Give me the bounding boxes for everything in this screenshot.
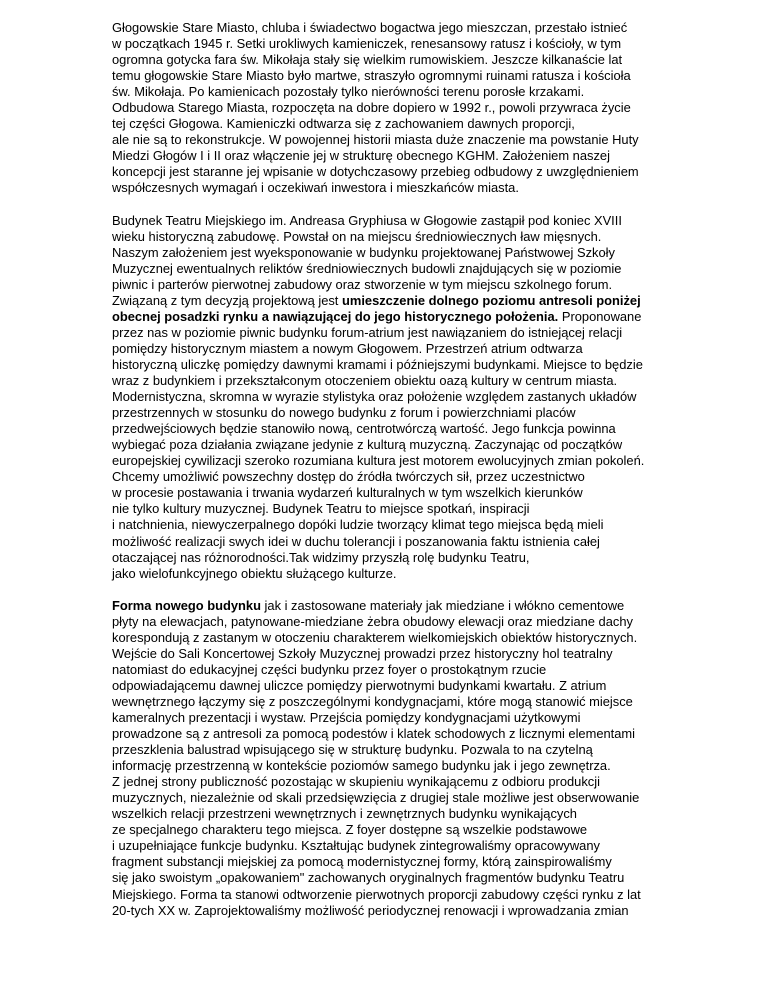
text-run: możliwość realizacji swych idei w duchu tolerancji i poszanowania faktu istnienia całej [112,533,600,549]
text-line [112,373,712,389]
text-line [112,485,712,501]
text-run: Proponowane [558,308,642,324]
text-run: piwnic i parterów pierwotnej zabudowy oraz stworzenie w tym miejscu szkolnego forum. [112,276,613,292]
text-line [112,68,712,84]
text-line [112,213,712,229]
text-line [112,132,712,148]
text-line [112,726,712,742]
text-line [112,838,712,854]
text-line [112,437,712,453]
text-run: ogromna gotycka fara św. Mikołaja stały się wielkim rumowiskiem. Jeszcze kilkanaście lat [112,52,623,68]
text-run: wraz z budynkiem i przekształconym otoczeniem obiektu oazą kultury w centrum miasta. [112,373,618,389]
text-line [112,887,712,903]
bold-text-run: umieszczenie dolnego poziomu antresoli poniżej [341,292,641,308]
text-line [112,774,712,790]
text-line [112,790,712,806]
text-line [112,36,712,52]
bold-text-run: obecnej posadzki rynku a nawiązującej do jego historycznego położenia. [112,308,559,324]
text-line [112,357,712,373]
text-run: wieku historyczną zabudowę. Powstał on na miejscu średniowiecznych ław mięsnych. [112,228,602,244]
text-run: i natchnienia, niewyczerpalnego dopóki ludzie tworzący klimat tego miejsca będą mieli [112,517,604,533]
text-line [112,453,712,469]
text-run: przedwejściowych będzie stanowiło nową, centrotwórczą wartość. Jego funkcja powinna [112,421,616,437]
paragraph [112,20,712,197]
text-line [112,758,712,774]
text-run: natomiast do edukacyjnej części budynku przez foyer o prostokątnym rzucie [112,661,547,677]
text-line [112,180,712,196]
text-line [112,630,712,646]
text-run: się jako swoistym „opakowaniem" zachowanych oryginalnych fragmentów budynku Teatru [112,870,625,886]
text-line [112,164,712,180]
text-run: przez nas w poziomie piwnic budynku forum-atrium jest nawiązaniem do istniejącej relacji [112,324,623,340]
text-line [112,405,712,421]
text-line [112,678,712,694]
text-line [112,20,712,36]
text-run: Odbudowa Starego Miasta, rozpoczęta na dobre dopiero w 1992 r., powoli przywraca życie [112,100,631,116]
text-line [112,614,712,630]
text-run: 20-tych XX w. Zaprojektowaliśmy możliwość periodycznej renowacji i wprowadzania zmian [112,902,629,918]
text-run: Wejście do Sali Koncertowej Szkoły Muzycznej prowadzi przez historyczny hol teatralny [112,645,613,661]
text-run: otaczającej nas różnorodności.Tak widzimy przyszłą rolę budynku Teatru, [112,549,530,565]
text-line [112,52,712,68]
text-line [112,806,712,822]
text-run: pomiędzy historycznym miastem a nowym Głogowem. Przestrzeń atrium odtwarza [112,340,583,356]
text-line [112,710,712,726]
text-run: prowadzone są z antresoli za pomocą podestów i klatek schodowych z licznymi elementami [112,726,636,742]
text-run: europejskiej cywilizacji szeroko rozumiana kultura jest motorem ewolucyjnych zmian pokoleń. [112,453,645,469]
text-line [112,566,712,582]
text-run: przestrzennych w stosunku do nowego budynku z forum i powierzchniami placów [112,405,576,421]
text-run: wewnętrznego łączymy się z poszczególnymi kondygnacjami, które mogą stanowić miejsce [112,693,633,709]
text-line [112,277,712,293]
text-line [112,534,712,550]
text-line [112,870,712,886]
paragraph [112,213,712,582]
text-run: Z jednej strony publiczność pozostając w skupieniu wynikającemu z odbioru produkcji [112,774,600,790]
text-run: w początkach 1945 r. Setki urokliwych kamieniczek, renesansowy ratusz i kościoły, w tym [112,36,622,52]
text-run: Związaną z tym decyzją projektową jest [112,292,342,308]
text-line [112,742,712,758]
text-line [112,469,712,485]
text-run: koncepcji jest staranne jej wpisanie w dotychczasowy przebieg odbudowy z uwzględnieniem [112,164,639,180]
text-line [112,662,712,678]
text-run: jak i zastosowane materiały jak miedziane i włókno cementowe [260,597,625,613]
text-line [112,501,712,517]
text-run: św. Mikołaja. Po kamienicach pozostały tylko nierówności terenu porosłe krzakami. [112,84,585,100]
text-run: ze specjalnego charakteru tego miejsca. Z foyer dostępne są wszelkie podstawowe [112,822,588,838]
text-run: Muzycznej ewentualnych reliktów średniowiecznych budowli znajdujących się w poziomie [112,260,622,276]
text-line [112,389,712,405]
text-run: przeszklenia balustrad wpisującego się w strukturę budynku. Pozwala to na czytelną [112,742,593,758]
text-line [112,309,712,325]
text-line [112,517,712,533]
text-run: historyczną uliczkę pomiędzy dawnymi kramami i późniejszymi budynkami. Miejsce to będzie [112,356,643,372]
text-run: ale nie są to rekonstrukcje. W powojennej historii miasta duże znaczenie ma powstanie Huty [112,132,639,148]
text-run: jako wielofunkcyjnego obiektu służącego kulturze. [112,565,397,581]
text-run: informację przestrzenną w kontekście poziomów samego budynku jak i jego zewnętrza. [112,758,611,774]
text-line [112,84,712,100]
text-line [112,261,712,277]
text-run: płyty na elewacjach, patynowane-miedziane żebra obudowy elewacji oraz miedziane dachy [112,613,633,629]
text-run: i uzupełniające funkcje budynku. Kształtując budynek zintegrowaliśmy opracowywany [112,838,600,854]
text-run: korespondują z zastanym w otoczeniu charakterem wielkomiejskich obiektów historycznych. [112,629,638,645]
document-page [112,20,712,935]
text-line [112,229,712,245]
text-run: kameralnych prezentacji i wystaw. Przejścia pomiędzy kondygnacjami użytkowymi [112,710,581,726]
text-run: Modernistyczna, skromna w wyrazie stylistyka oraz położenie względem zastanych układów [112,389,637,405]
text-run: wybiegać poza działania związane jedynie z kulturą muzyczną. Zaczynając od początków [112,437,623,453]
text-line [112,550,712,566]
text-line [112,148,712,164]
text-line [112,646,712,662]
text-run: tej części Głogowa. Kamieniczki odtwarza się z zachowaniem dawnych proporcji, [112,116,575,132]
text-run: Miedzi Głogów I i II oraz włączenie jej w strukturę obecnego KGHM. Założeniem naszej [112,148,610,164]
bold-text-run: Forma nowego budynku [112,597,261,613]
text-line [112,100,712,116]
text-run: temu głogowskie Stare Miasto było martwe, straszyło ogromnymi ruinami ratusza i kościoła [112,68,631,84]
text-run: współczesnych wymagań i oczekiwań inwestora i mieszkańców miasta. [112,180,519,196]
text-line [112,116,712,132]
text-line [112,694,712,710]
text-run: Głogowskie Stare Miasto, chluba i świadectwo bogactwa jego mieszczan, przestało istnieć [112,20,628,35]
text-run: odpowiadającemu dawnej uliczce pomiędzy pierwotnymi budynkami kwartału. Z atrium [112,677,607,693]
text-run: muzycznych, niezależnie od skali przedsięwzięcia z drugiej stale możliwe jest obserwowanie [112,790,640,806]
text-run: nie tylko kultury muzycznej. Budynek Teatru to miejsce spotkań, inspiracji [112,501,530,517]
text-line [112,598,712,614]
text-run: Miejskiego. Forma ta stanowi odtworzenie pierwotnych proporcji zabudowy części rynku z lat [112,886,641,902]
text-run: wszelkich relacji przestrzeni wewnętrznych i zewnętrznych budynku wynikających [112,806,577,822]
text-run: fragment substancji miejskiej za pomocą modernistycznej formy, którą zainspirowaliśmy [112,854,612,870]
text-line [112,421,712,437]
text-run: Budynek Teatru Miejskiego im. Andreasa Gryphiusa w Głogowie zastąpił pod koniec XVIII [112,212,622,228]
text-run: Chcemy umożliwić powszechny dostęp do źródła twórczych sił, przez uczestnictwo [112,469,585,485]
text-line [112,293,712,309]
text-run: w procesie postawania i trwania wydarzeń kulturalnych w tym wszelkich kierunków [112,485,583,501]
text-line [112,245,712,261]
text-line [112,325,712,341]
paragraph [112,598,712,919]
text-line [112,854,712,870]
text-line [112,822,712,838]
text-run: Naszym założeniem jest wyeksponowanie w budynku projektowanej Państwowej Szkoły [112,244,615,260]
text-line [112,341,712,357]
text-line [112,903,712,919]
